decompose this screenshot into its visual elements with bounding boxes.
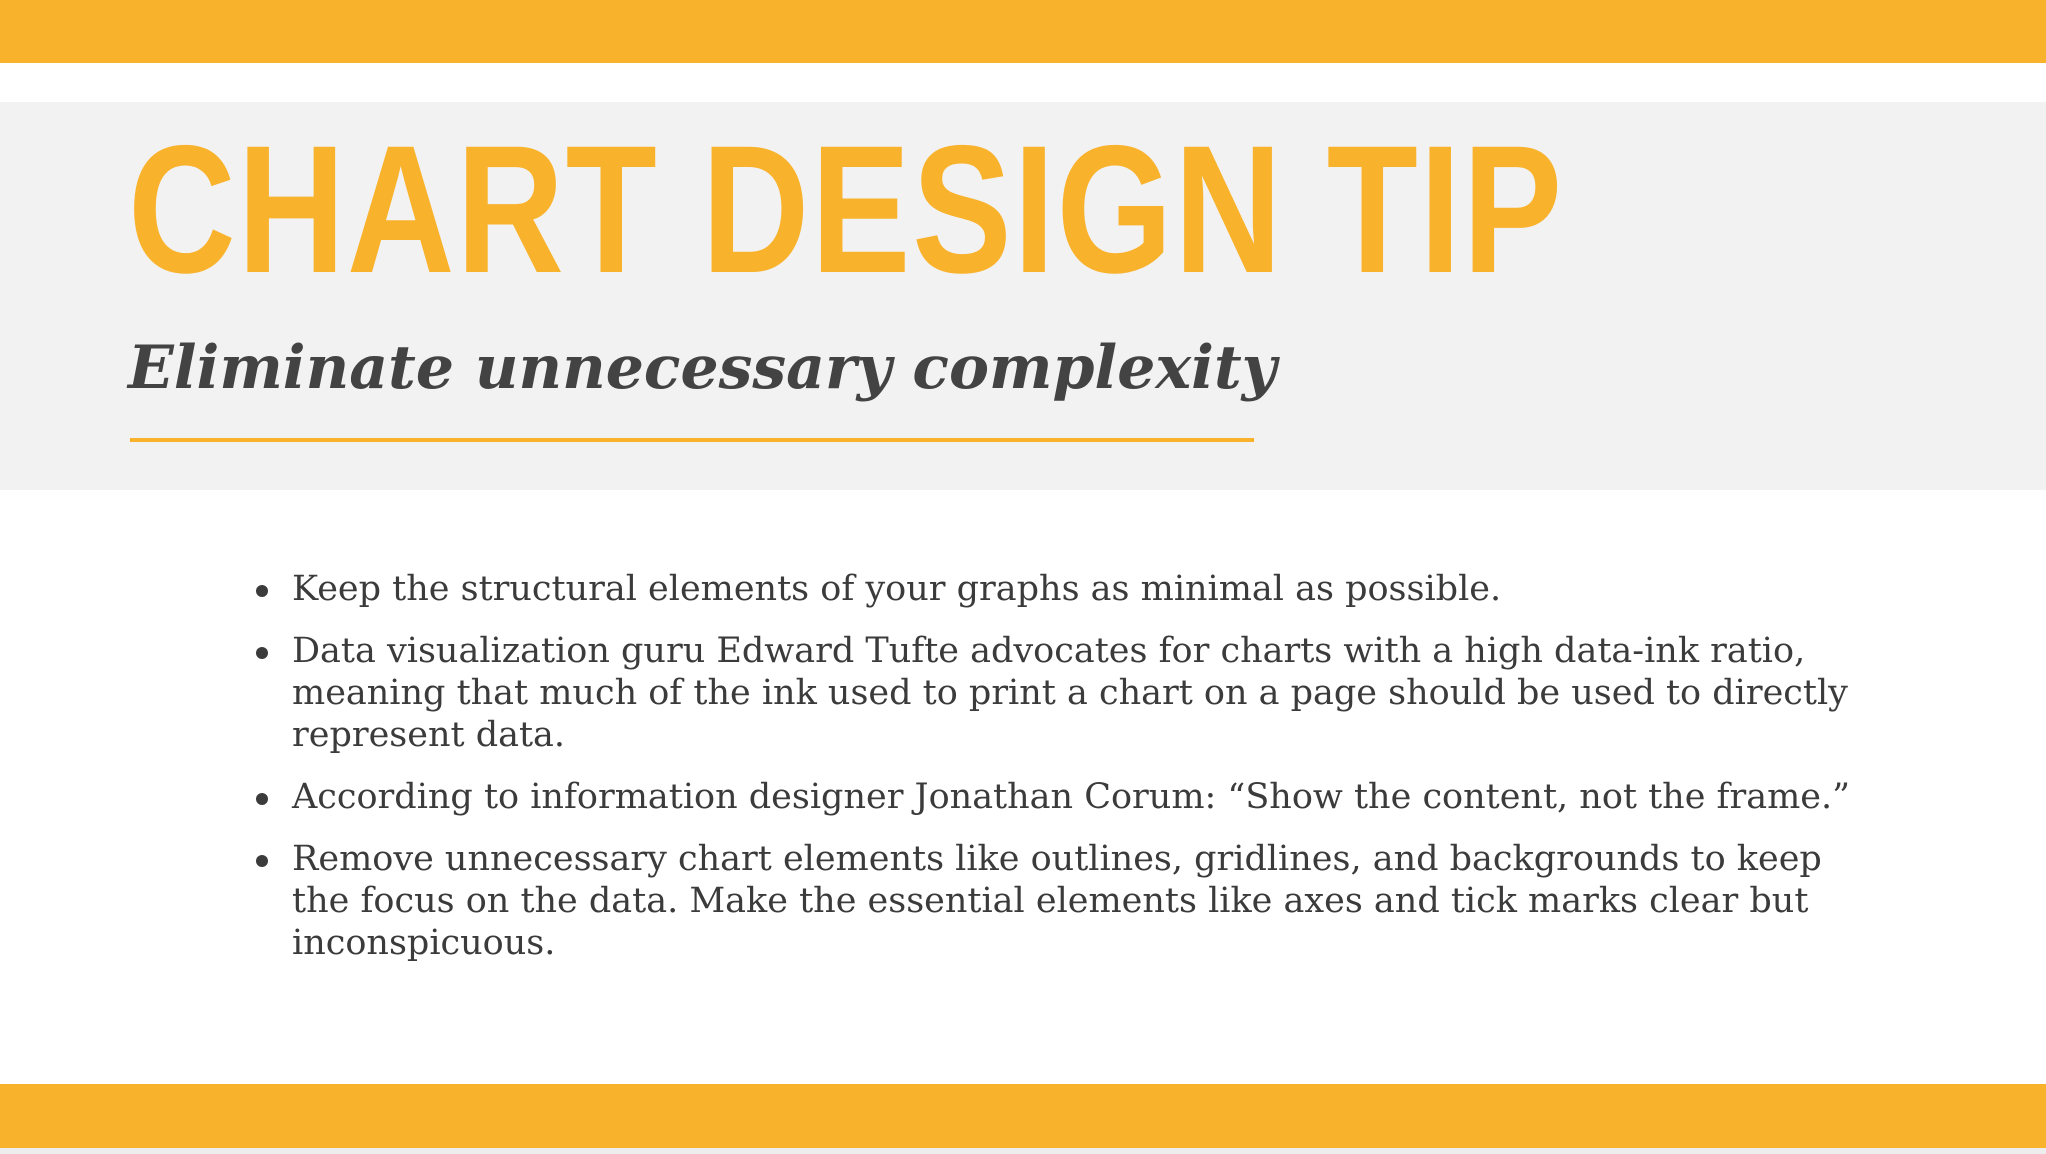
bullet-item: [292, 838, 1852, 964]
bullet-item: [292, 568, 1852, 610]
bullet-text: Remove unnecessary chart elements like outlines, gridlines, and backgrounds to keep the focus on the data. Make the essential elements like axes and tick marks clear but inconspicuous.: [292, 839, 1822, 963]
bullet-item: [292, 776, 1852, 818]
bullet-text: According to information designer Jonathan Corum: “Show the content, not the frame.”: [292, 777, 1851, 817]
subtitle-underline: [130, 438, 1254, 442]
bullet-icon: [256, 647, 268, 659]
bullet-icon: [256, 855, 268, 867]
bullet-text: Data visualization guru Edward Tufte advocates for charts with a high data-ink ratio, meaning that much of the ink used to print a chart on a page should be used to directly represent data.: [292, 631, 1848, 755]
slide-subtitle: Eliminate unnecessary complexity: [128, 333, 1277, 403]
top-accent-band: [0, 0, 2046, 63]
bullet-list: [292, 568, 1852, 984]
bullet-icon: [256, 793, 268, 805]
slide-title: CHART DESIGN TIP: [128, 107, 1564, 311]
bullet-text: Keep the structural elements of your graphs as minimal as possible.: [292, 569, 1502, 609]
bottom-accent-band: [0, 1084, 2046, 1148]
bullet-icon: [256, 585, 268, 597]
bottom-edge-strip: [0, 1148, 2046, 1154]
bullet-item: [292, 630, 1852, 756]
